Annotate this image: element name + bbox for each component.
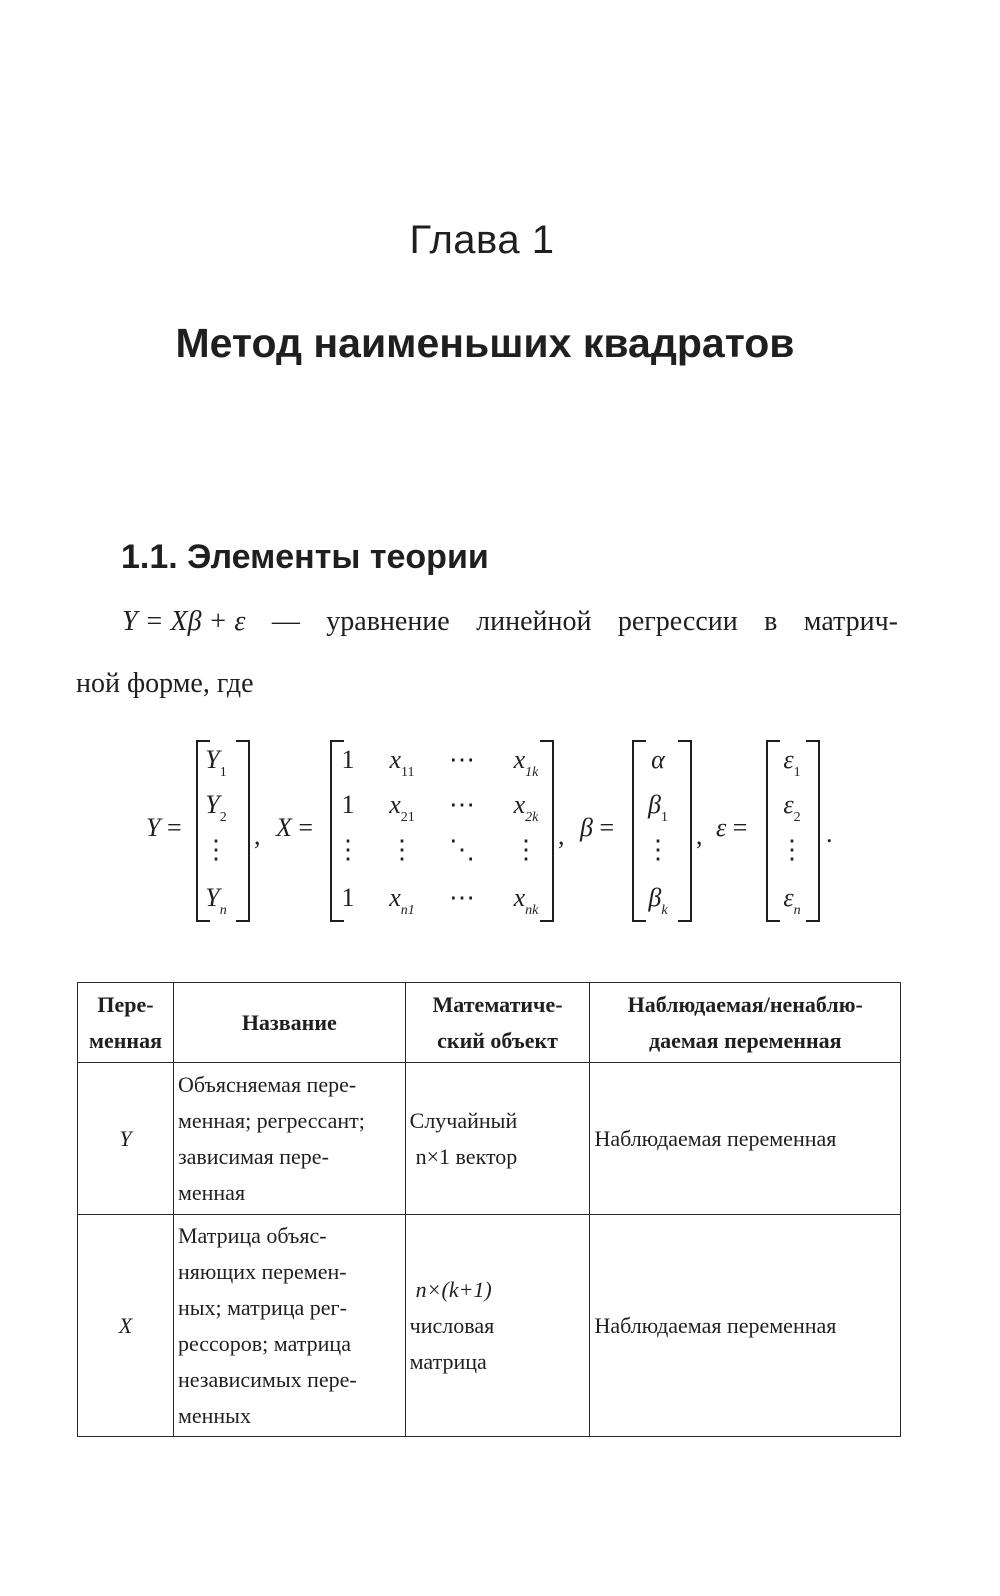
intro-word: регрессии xyxy=(617,606,738,637)
matrix-eps-label: ε = xyxy=(716,813,748,842)
matrix-x-entry: ⋮ xyxy=(335,835,361,864)
header-name: Название xyxy=(173,983,405,1063)
matrix-beta-entry: $\beta_k$ xyxy=(648,883,668,918)
matrix-separator: , xyxy=(696,821,703,850)
variables-table xyxy=(77,982,901,1437)
cell-object: n×(k+1) числовая матрица xyxy=(405,1215,590,1437)
matrix-beta-entry: ⋮ xyxy=(645,835,671,864)
cell-object: Случайный n×1 вектор xyxy=(405,1063,590,1215)
intro-word: уравнение xyxy=(326,606,450,637)
matrix-beta-entry: α xyxy=(651,745,665,774)
intro-word: матрич- xyxy=(803,606,898,637)
matrix-x-entry: ⋯ xyxy=(449,790,475,819)
chapter-title: Метод наименьших квадратов xyxy=(175,320,795,366)
cell-variable: Y xyxy=(78,1063,174,1215)
matrix-x-entry: ⋯ xyxy=(449,883,475,912)
matrix-x-entry: $x_{21}$ xyxy=(389,790,415,825)
matrix-x-entry: $x_{11}$ xyxy=(389,745,415,780)
matrix-x-entry: $x_{nk}$ xyxy=(513,883,539,918)
matrix-y-label: Y = xyxy=(146,813,182,842)
intro-line-2: ной форме, где xyxy=(76,668,254,699)
matrix-definitions xyxy=(0,735,1000,925)
header-observed: Наблюдаемая/ненаблю- даемая переменная xyxy=(590,983,901,1063)
table-row xyxy=(78,1063,901,1215)
matrix-x-entry: ⋮ xyxy=(513,835,539,864)
matrix-x-entry: 1 xyxy=(341,883,355,912)
table-header-row xyxy=(78,983,901,1063)
header-variable: Пере- менная xyxy=(78,983,174,1063)
matrix-x-entry: $x_{n1}$ xyxy=(389,883,415,918)
matrix-eps-entry: $\varepsilon_1$ xyxy=(783,745,801,780)
cell-name: Объясняемая пере- менная; регрессант; зависимая пере- менная xyxy=(173,1063,405,1215)
section-title: 1.1. Элементы теории xyxy=(121,538,489,576)
matrix-eps-entry: $\varepsilon_2$ xyxy=(783,790,801,825)
cell-observed: Наблюдаемая переменная xyxy=(590,1215,901,1437)
matrix-beta-label: β = xyxy=(580,813,615,842)
matrix-separator: , xyxy=(558,821,565,850)
matrix-x-label: X = xyxy=(276,813,314,842)
matrix-x-entry: 1 xyxy=(341,745,355,774)
matrix-x-entry: $x_{2k}$ xyxy=(513,790,539,825)
matrix-period: . xyxy=(826,819,833,848)
table-row xyxy=(78,1215,901,1437)
matrix-y-entry: ⋮ xyxy=(203,835,229,864)
chapter-label: Глава 1 xyxy=(409,218,555,262)
matrix-eps-entry: $\varepsilon_n$ xyxy=(783,883,801,918)
matrix-separator: , xyxy=(254,821,261,850)
intro-word: в xyxy=(764,606,778,637)
matrix-eps-entry: ⋮ xyxy=(779,835,805,864)
matrix-y-entry: $Y_n$ xyxy=(205,883,227,918)
em-dash: — xyxy=(271,606,300,637)
cell-observed: Наблюдаемая переменная xyxy=(590,1063,901,1215)
intro-word: линейной xyxy=(476,606,592,637)
matrix-x-entry: $x_{1k}$ xyxy=(513,745,539,780)
intro-line-1 xyxy=(122,606,898,638)
matrix-x-entry: ⋱ xyxy=(449,835,475,864)
matrix-beta-entry: $\beta_1$ xyxy=(648,790,668,825)
matrix-x-entry: ⋯ xyxy=(449,745,475,774)
cell-name: Матрица объяс- няющих перемен- ных; матрица рег- рессоров; матрица независимых пере- менных xyxy=(173,1215,405,1437)
matrix-y-entry: $Y_1$ xyxy=(205,745,227,780)
matrix-x-entry: ⋮ xyxy=(389,835,415,864)
matrix-x-entry: 1 xyxy=(341,790,355,819)
cell-variable: X xyxy=(78,1215,174,1437)
matrix-y-entry: $Y_2$ xyxy=(205,790,227,825)
header-object: Математиче- ский объект xyxy=(405,983,590,1063)
regression-equation: Y = Xβ + ε xyxy=(122,606,246,637)
